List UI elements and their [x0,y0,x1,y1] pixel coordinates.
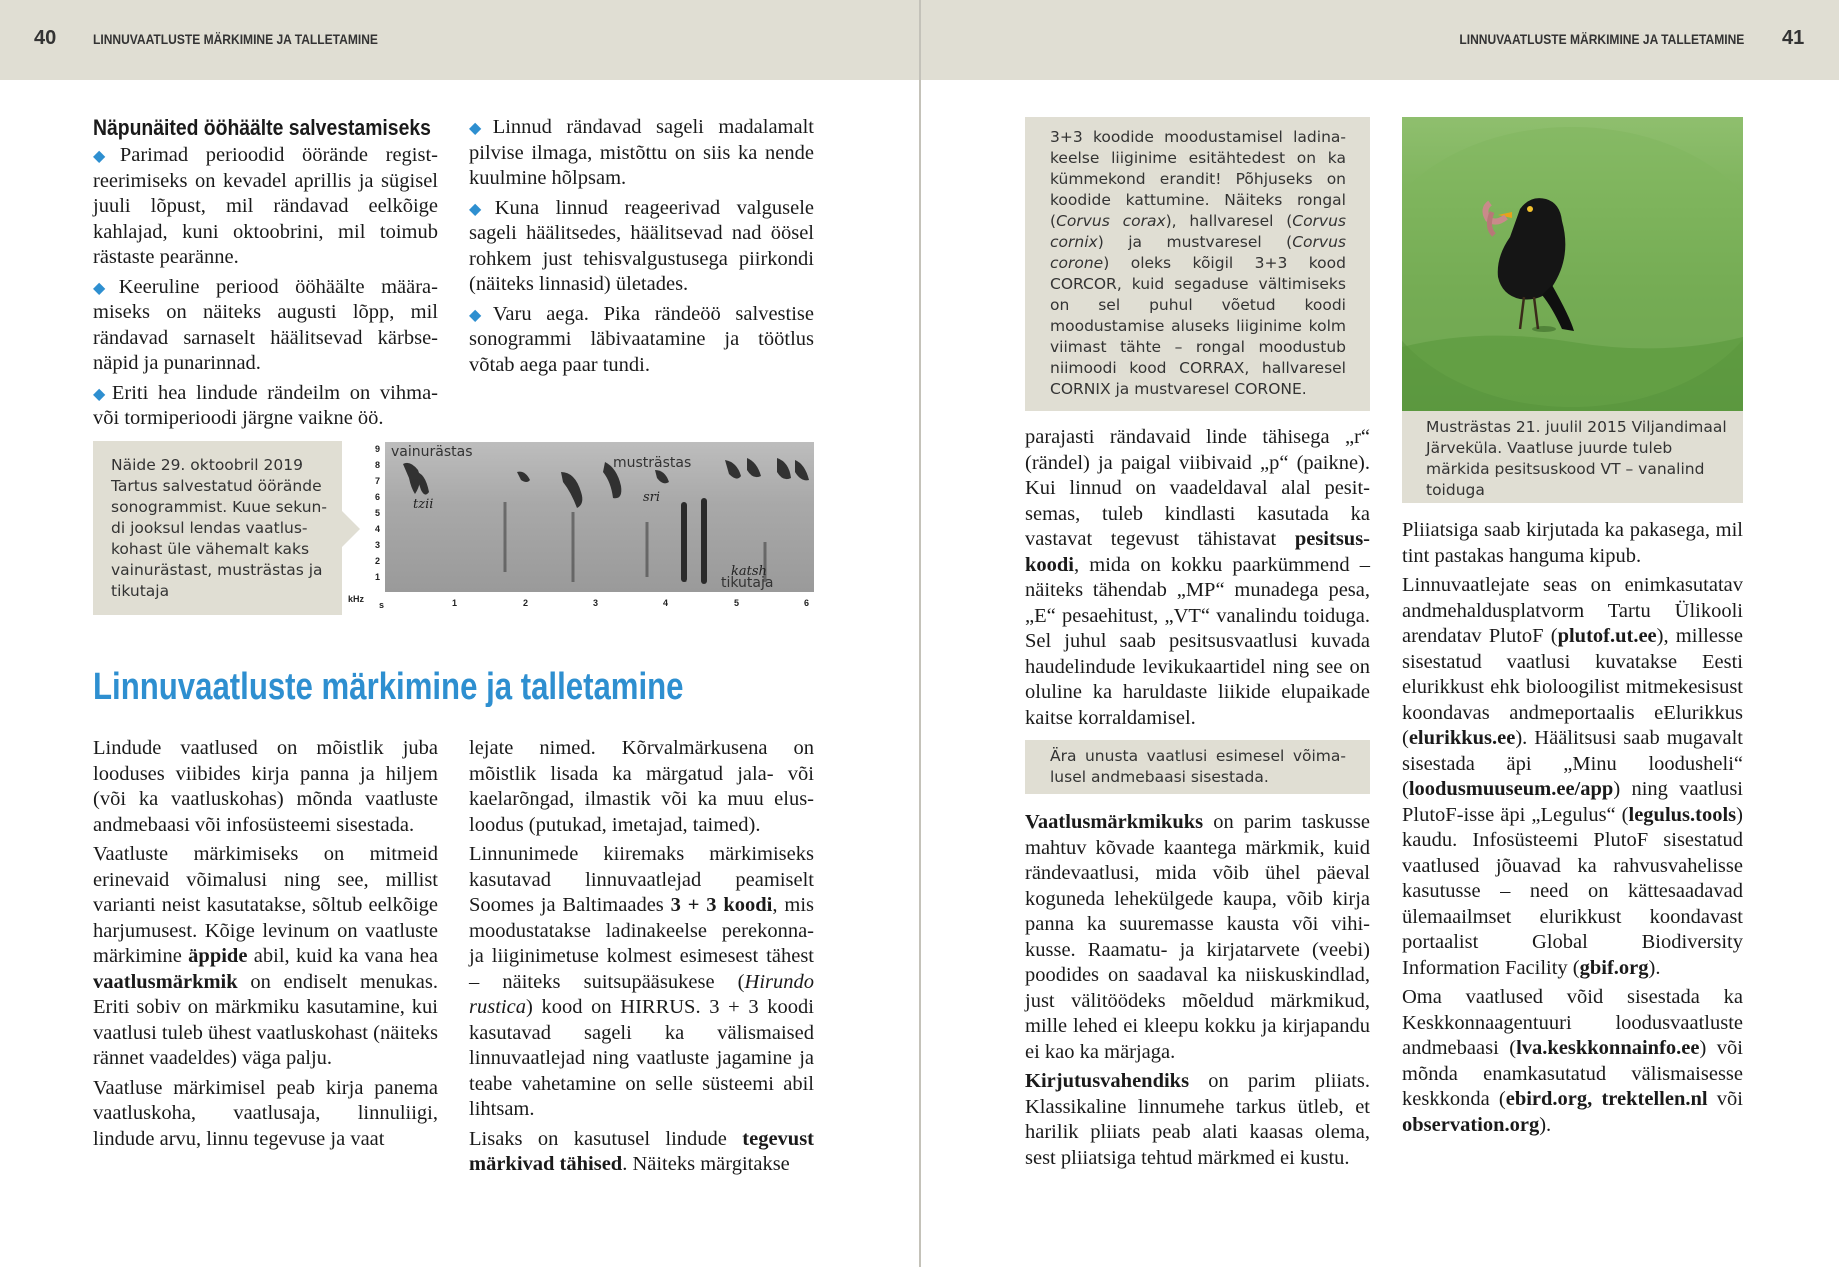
sonogram-label: musträstas [613,455,692,471]
y-tick: 2 [375,556,381,566]
paragraph: parajasti rändavaid linde tähisega „r“ (rändel) ja paigal viibivaid „p“ (paikne). Kui linnud on vaadeldaval alal pesitsemas, tuleb kindlasti kasutada ka vastavat tegevust tähistavat pesitsuskoodi, mida on kokku paarkümmend – näiteks tähendab „MP“ munadega pesa, „E“ pesaehitust, „VT“ vanalindu toiduga. Sel juhul saab pesitsusvaatlusi kuvada haudelindude levikukaartidel ning see on oluline ka haruldaste liikide elupaikade kaitse korraldamisel. [1025,426,1370,729]
paragraph: Lindude vaatlused on mõistlik juba looduses viibides kirja panna ja hiljem (või ka vaatluskohas) mõnda vaatluste andmebaasi või infosüsteemi sisestada. [93,737,438,836]
x-tick: 6 [804,598,810,608]
right-page-number: 41 [1782,27,1805,49]
paragraph: Pliiatsiga saab kirjutada ka pakasega, mil tint pastakas hanguma kipub. [1402,519,1743,567]
x-tick: 2 [523,598,529,608]
left-running-title: LINNUVAATLUSTE MÄRKIMINE JA TALLETAMINE [93,31,378,47]
diamond-bullet-icon: ◆ [469,304,491,324]
y-tick: 9 [375,444,381,454]
sonogram-label: vainurästas [391,444,473,460]
tip-item: ◆Keeruline periood ööhäälte määramiseks on näiteks augusti lõpp, mil rändavad sarnaselt häälitsevad kärbsenäpid ja punarinnad. [93,275,438,374]
tip-item: ◆Linnud rändavad sageli madalamalt pilvise ilmaga, mistõttu on siis ka nende kuulmine hõlpsam. [469,116,814,189]
paragraph: Lisaks on kasutusel lindude tegevust märkivad tähised. Näiteks märgitakse [469,1127,814,1175]
photo-caption: Musträstas 21. juulil 2015 Viljandimaal Järveküla. Vaatluse juurde tuleb märkida pesitsuskood VT – vanalind toiduga [1402,411,1743,503]
y-tick: 4 [375,524,381,534]
paragraph: Linnuvaatlejate seas on enimkasutatav andmehaldusplatvorm Tartu Ülikooli arendatav PlutoF (plutof.ut.ee), millesse sisestatud vaatlusi kuvatakse Eesti elurikkust ehk bioloogilist mitmekesisust koondavas andmeportaalis eElurikkus (elurikkus.ee). Häälitsusi saab mugavalt sisestada äpi „Minu loodusheli“ (loodusmuuseum.ee/app) ning vaatlusi PlutoF-isse äpi „Legulus“ (legulus.tools) kaudu. Infosüsteemi PlutoF sisestatud vaatlused jõuavad ka rahvusvahelisse kasutusse – need on kättesaadavad ülemaailmset elurikkust koondavast portaalist Global Biodiversity Information Facility (gbif.org). [1402,574,1743,979]
left-page-number: 40 [34,27,57,49]
x-tick: 1 [452,598,458,608]
paragraph: Vaatluste märkimiseks on mitmeid erinevaid võimalusi ning see, millist varianti neist kasutatakse, sõltub eelkõige harjumusest. Kõige levinum on vaatluste märkimine äppide abil, kuid ka vana hea vaatlusmärkmik on endiselt menukas. Eriti sobiv on märkmiku kasutamine, kui vaatlusi tuleb ühest vaatluskohast (näiteks rännet vaadeldes) väga palju. [93,843,439,1069]
tip-item: ◆Varu aega. Pika rändeöö salvestise sonogrammi läbivaatamine ja töötlus võtab aega paar tundi. [469,302,814,376]
tips-column-2 [469,115,814,382]
diamond-bullet-icon: ◆ [93,383,110,403]
section-heading: Linnuvaatluste märkimine ja talletamine [93,666,684,708]
tip-item: ◆Eriti hea lindude rändeilm on vihma- või tormiperioodi järgne vaikne öö. [93,381,438,429]
blackbird-photo [1402,117,1743,411]
x-axis-unit: s [379,600,385,610]
body-column-1 [93,736,438,1156]
code-info-box: 3+3 koodide moodustamisel ladinakeelse liiginime esitähtedest on ka kümmekond erandit! Põhjuseks on koodide kattumine. Näiteks rongal (Corvus corax), hallvaresel (Corvus cornix) ja mustvaresel (Corvus corone) oleks kõigil 3+3 kood CORCOR, kuid segaduse vältimiseks on sel puhul võetud koodi moodustamise aluseks liiginime kolm viimast tähte – rongal moodustub niimoodi kood CORRAX, hallvaresel CORNIX ja mustvaresel CORONE. [1025,117,1370,411]
paragraph: Linnunimede kiiremaks märkimiseks kasutavad linnuvaatlejad peamiselt Soomes ja Baltimaades 3 + 3 koodi, mis moodustatakse ladinakeelse perekonna- ja liiginimetuse kolmest esimesest tähest – näiteks suitsupääsukese (Hirundo rustica) kood on HIRRUS. 3 + 3 koodi kasutavad sageli ka välismaised linnuvaatlejad ning vaatluste jagamine ja teabe vahetamine on selle süsteemi abil lihtsam. [469,843,814,1120]
body-column-4 [1402,518,1743,1142]
paragraph: lejate nimed. Kõrvalmärkusena on mõistlik lisada ka märgatud jala- või kaelarõngad, ilmastik või ka muu elusloodus (putukad, imetajad, taimed). [469,737,814,836]
diamond-bullet-icon: ◆ [93,146,118,165]
caption-pointer [342,511,360,547]
sonogram-call: katsh [731,564,767,579]
sonogram-call: tzii [413,497,434,512]
diamond-bullet-icon: ◆ [469,198,493,218]
paragraph: Vaatluse märkimisel peab kirja panema vaatluskoha, vaatlusaja, linnuliigi, lindude arvu, linnu tegevuse ja vaat [93,1076,438,1150]
tips-column-1 [93,115,438,436]
x-tick: 3 [593,598,599,608]
book-spine [919,0,921,1267]
sonogram-call: sri [643,490,661,505]
y-tick: 7 [375,476,381,486]
y-tick: 6 [375,492,381,502]
diamond-bullet-icon: ◆ [469,118,491,137]
paragraph: Kirjutusvahendiks on parim pliiats. Klassikaline linnumehe tarkus ütleb, et harilik pliiats peab alati kaasas olema, sest pliiatsiga tehtud märkmed ei kustu. [1025,1070,1370,1169]
body-column-3 [1025,425,1370,735]
paragraph: Oma vaatlused võid sisestada ka Keskkonnaagentuuri loodusvaatluste andmebaasi (lva.keskkonnainfo.ee) või mõnda enamkasutatud välismaisesse keskkonda (ebird.org, trektellen.nl või observation.org). [1402,986,1743,1136]
blackbird-icon [1402,117,1743,411]
y-tick: 3 [375,540,381,550]
reminder-box: Ära unusta vaatlusi esimesel võimalusel andmebaasi sisestada. [1025,740,1370,794]
sonogram-image [385,442,814,592]
tip-item: ◆Parimad perioodid öörände registreerimiseks on kevadel aprillis ja sügisel juuli lõpust, mil rändavad eelkõige kahlajad, kuni oktoobrini, mil toimub rästaste pearänne. [93,144,438,268]
tip-item: ◆Kuna linnud reageerivad valgusele sageli häälitsedes, häälitsevad nad öösel rohkem just tehisvalgustusega piirkondi (näiteks linnasid) ületades. [469,196,814,295]
diamond-bullet-icon: ◆ [93,277,117,297]
y-tick: 8 [375,460,381,470]
y-tick: 5 [375,508,381,518]
paragraph: Vaatlusmärkmikuks on parim taskusse mahtuv kõvade kaantega märkmik, kuid rändevaatlusi, mida võib ühel päeval koguneda lehekülgede kaupa, võib kirja panna ka suuremasse kausta või vihikusse. Raamatu- ja kirjatarvete (veebi) poodides on saadaval ka niiskuskindlad, just välitöödeks mõeldud märkmikud, mille lehed ei kleepu kokku ja kirjapandu ei kao ka märjaga. [1025,811,1370,1063]
right-running-title: LINNUVAATLUSTE MÄRKIMINE JA TALLETAMINE [1459,31,1744,47]
x-tick: 5 [734,598,740,608]
body-column-2 [469,736,814,1182]
x-tick: 4 [663,598,669,608]
sonogram-caption: Näide 29. oktoobril 2019 Tartus salvestatud öörände sonogrammist. Kuue sekundi jooksul lendas vaatluskohast üle vähemalt kaks vainurästast, musträstas ja tikutaja [93,441,342,615]
sonogram-label: tikutaja [721,575,774,591]
body-column-3b [1025,810,1370,1175]
y-tick: 1 [375,572,381,582]
y-axis-unit: kHz [348,594,365,604]
tips-heading: Näpunäited ööhäälte salvestamiseks [93,115,431,140]
